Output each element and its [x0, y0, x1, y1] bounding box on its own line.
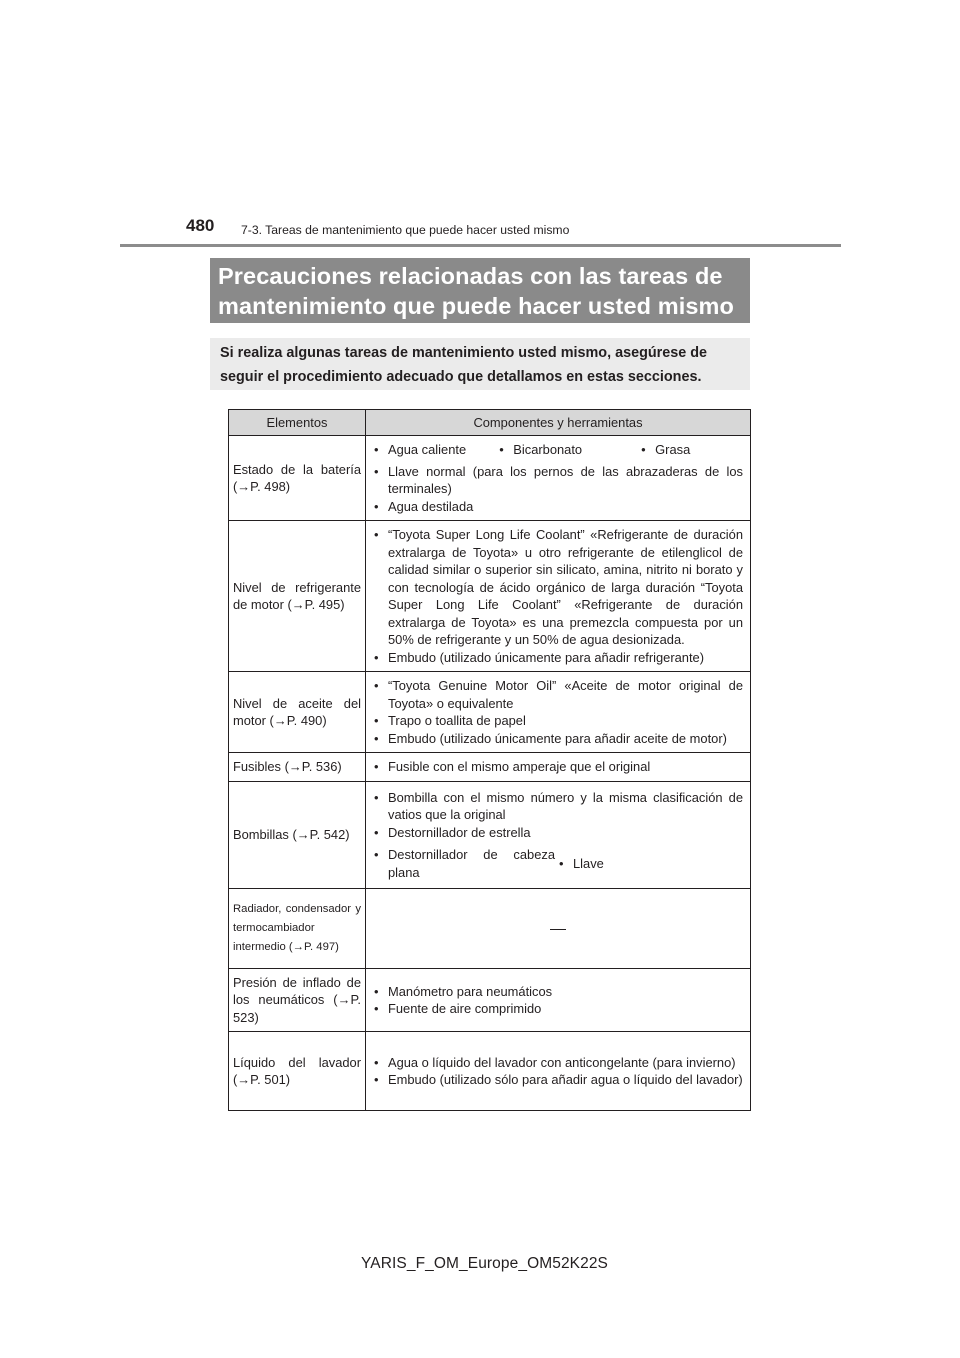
split-item-group	[374, 846, 743, 881]
intro-note	[210, 338, 750, 390]
row-items	[366, 969, 751, 1032]
row-items	[366, 1032, 751, 1111]
row-items	[366, 889, 751, 969]
header-elementos: Elementos	[229, 410, 366, 436]
list-item: • Llave	[559, 855, 604, 873]
table-row	[229, 521, 751, 672]
list-item: • Destornillador de cabeza plana	[374, 846, 555, 881]
table-row	[229, 436, 751, 521]
list-item: • Grasa	[641, 441, 743, 459]
intro-line-1: Si realiza algunas tareas de mantenimiento usted mismo, asegúrese de	[220, 345, 708, 361]
row-items	[366, 672, 751, 753]
row-label: Nivel de refrigerante de motor (→P. 495)	[229, 521, 366, 672]
row-items	[366, 521, 751, 672]
list-item: • Agua o líquido del lavador con anticongelante (para invierno)	[374, 1054, 743, 1072]
running-header: 7-3. Tareas de mantenimiento que puede hacer usted mismo	[241, 223, 570, 237]
intro-line-2: seguir el procedimiento adecuado que detallamos en estas secciones.	[220, 369, 702, 385]
maintenance-table	[228, 409, 751, 1111]
table-row	[229, 969, 751, 1032]
row-label: Radiador, condensador y termocambiador intermedio (→P. 497)	[229, 889, 366, 969]
list-item: • Fuente de aire comprimido	[374, 1000, 743, 1018]
page-number: 480	[186, 216, 215, 235]
section-title	[210, 258, 750, 323]
row-label: Presión de inflado de los neumáticos (→P. 523)	[229, 969, 366, 1032]
row-label: Nivel de aceite del motor (→P. 490)	[229, 672, 366, 753]
footer-doc-code: YARIS_F_OM_Europe_OM52K22S	[361, 1255, 608, 1272]
list-item: • “Toyota Genuine Motor Oil” «Aceite de motor original de Toyota» o equivalente	[374, 677, 743, 712]
table-row	[229, 889, 751, 969]
list-item: • Bombilla con el mismo número y la misma clasificación de vatios que la original	[374, 789, 743, 824]
table-header-row	[229, 410, 751, 436]
list-item: • Destornillador de estrella	[374, 824, 743, 842]
empty-dash	[550, 929, 566, 930]
list-item: • “Toyota Super Long Life Coolant” «Refrigerante de duración extralarga de Toyota» u otro refrigerante de etilenglicol de calidad similar o superior sin silicato, amina, nitrito ni borato y con tecnología de ácido orgánico de larga duración “Toyota Super Long Life Coolant” «Refrigerante de duración extralarga de Toyota» es una premezcla compuesta por un 50% de refrigerante y un 50% de agua desionizada.	[374, 526, 743, 649]
list-item: • Llave normal (para los pernos de las abrazaderas de los terminales)	[374, 463, 743, 498]
row-items	[366, 753, 751, 782]
list-item: • Bicarbonato	[499, 441, 641, 459]
header-componentes: Componentes y herramientas	[366, 410, 751, 436]
header-rule	[120, 244, 841, 247]
row-label: Bombillas (→P. 542)	[229, 782, 366, 889]
list-item: • Trapo o toallita de papel	[374, 712, 743, 730]
list-item: • Fusible con el mismo amperaje que el original	[374, 758, 743, 776]
row-label: Líquido del lavador (→P. 501)	[229, 1032, 366, 1111]
row-label: Estado de la batería (→P. 498)	[229, 436, 366, 521]
section-title-line-1: Precauciones relacionadas con las tareas de	[218, 263, 723, 289]
list-item: • Manómetro para neumáticos	[374, 983, 743, 1001]
row-items	[366, 782, 751, 889]
section-title-line-2: mantenimiento que puede hacer usted mismo	[218, 293, 734, 319]
table-row	[229, 1032, 751, 1111]
list-item: • Embudo (utilizado únicamente para añadir aceite de motor)	[374, 730, 743, 748]
list-item: • Embudo (utilizado únicamente para añadir refrigerante)	[374, 649, 743, 667]
list-item: • Embudo (utilizado sólo para añadir agua o líquido del lavador)	[374, 1071, 743, 1089]
row-label: Fusibles (→P. 536)	[229, 753, 366, 782]
table-row	[229, 782, 751, 889]
inline-item-group	[374, 441, 743, 459]
list-item: • Agua caliente	[374, 441, 499, 459]
row-items	[366, 436, 751, 521]
table-row	[229, 672, 751, 753]
table-row	[229, 753, 751, 782]
list-item: • Agua destilada	[374, 498, 743, 516]
